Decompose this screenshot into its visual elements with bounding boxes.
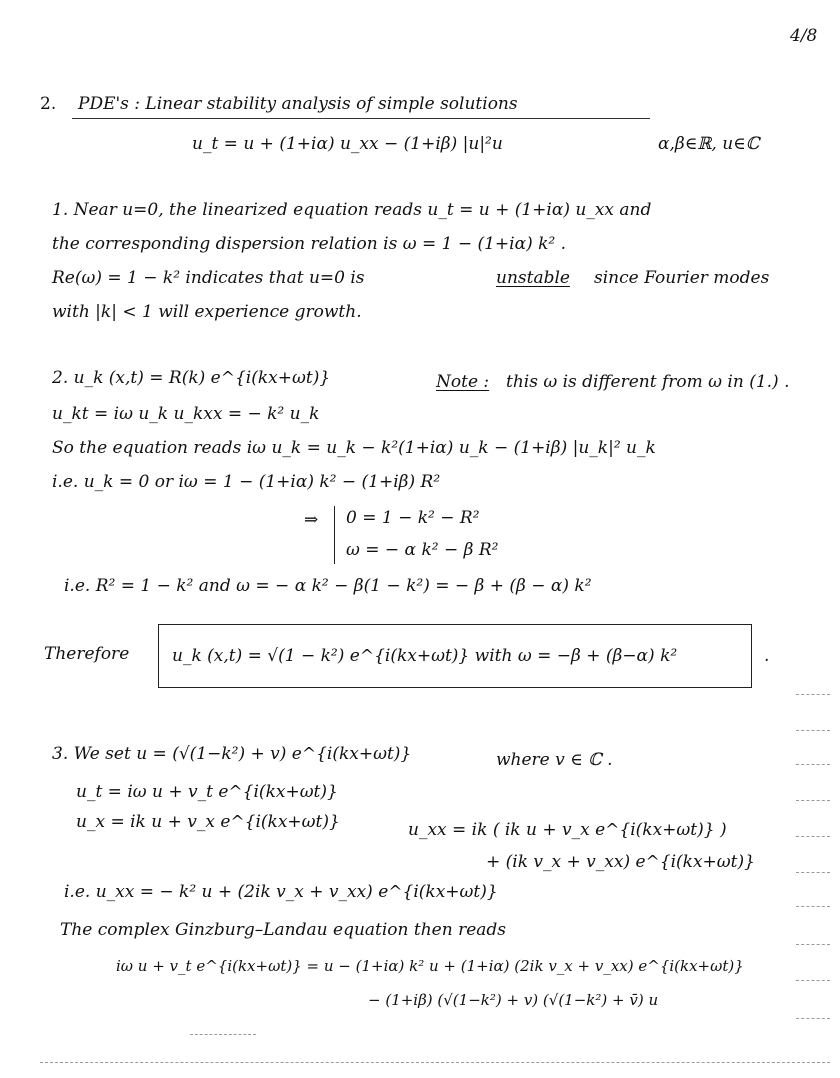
part3-uxx: u_xx = ik ( ik u + v_x e^{i(kx+ωt)} ) [408, 820, 727, 840]
part3-where: where v ∈ ℂ . [496, 750, 613, 770]
part1-line3-start: Re(ω) = 1 − k² indicates that u=0 is [52, 268, 365, 288]
margin-rule [796, 800, 830, 801]
part3-line3: u_x = ik u + v_x e^{i(kx+ωt)} [76, 812, 340, 832]
part2-line2: u_kt = iω u_k u_kxx = − k² u_k [52, 404, 320, 424]
part3-line6: The complex Ginzburg–Landau equation then reads [60, 920, 507, 940]
part2-line1: 2. u_k (x,t) = R(k) e^{i(kx+ωt)} [52, 368, 331, 388]
section-number: 2. [40, 94, 57, 114]
implies-arrow: ⇒ [304, 510, 319, 530]
part3-line7: iω u + v_t e^{i(kx+ωt)} = u − (1+iα) k² u + (1+iα) (2ik v_x + v_xx) e^{i(kx+ωt)} [116, 957, 744, 975]
part1-line4: with |k| < 1 will experience growth. [52, 302, 362, 322]
margin-rule [796, 872, 830, 873]
margin-rule [796, 944, 830, 945]
title-underline [72, 118, 650, 119]
margin-rule [796, 1018, 830, 1019]
part3-line5: i.e. u_xx = − k² u + (2ik v_x + v_xx) e^{i(kx+ωt)} [64, 882, 498, 902]
section-title: PDE's : Linear stability analysis of simple solutions [78, 94, 518, 114]
page-number: 4/8 [790, 26, 818, 46]
boxed-period: . [764, 646, 770, 666]
part3-uxx-cont: + (ik v_x + v_xx) e^{i(kx+ωt)} [486, 852, 755, 872]
note-text: this ω is different from ω in (1.) . [506, 372, 790, 392]
boxed-result: u_k (x,t) = √(1 − k²) e^{i(kx+ωt)} with ω = −β + (β−α) k² [172, 646, 678, 666]
bottom-rule [190, 1034, 256, 1035]
part1-line1: 1. Near u=0, the linearized equation reads u_t = u + (1+iα) u_xx and [52, 200, 652, 220]
margin-rule [796, 980, 830, 981]
margin-rule [796, 694, 830, 695]
margin-rule [796, 764, 830, 765]
system-brace [334, 506, 335, 564]
margin-rule [796, 730, 830, 731]
part1-unstable-word: unstable [496, 268, 570, 288]
bottom-rule [40, 1062, 830, 1063]
part3-line1: 3. We set u = (√(1−k²) + v) e^{i(kx+ωt)} [52, 744, 412, 764]
system-eq1: 0 = 1 − k² − R² [346, 508, 480, 528]
part2-line4: i.e. u_k = 0 or iω = 1 − (1+iα) k² − (1+iβ) R² [52, 472, 441, 492]
part1-line2: the corresponding dispersion relation is ω = 1 − (1+iα) k² . [52, 234, 567, 254]
part3-line2: u_t = iω u + v_t e^{i(kx+ωt)} [76, 782, 338, 802]
part3-line8: − (1+iβ) (√(1−k²) + v) (√(1−k²) + v̄) u [368, 991, 659, 1009]
part2-line5: i.e. R² = 1 − k² and ω = − α k² − β(1 − k²) = − β + (β − α) k² [64, 576, 592, 596]
cgl-equation: u_t = u + (1+iα) u_xx − (1+iβ) |u|²u [192, 134, 503, 154]
part1-line3-end: since Fourier modes [594, 268, 770, 288]
margin-rule [796, 836, 830, 837]
note-label: Note : [436, 372, 490, 392]
cgl-parameters: α,β∈ℝ, u∈ℂ [658, 134, 760, 154]
system-eq2: ω = − α k² − β R² [346, 540, 499, 560]
part2-line3: So the equation reads iω u_k = u_k − k²(1+iα) u_k − (1+iβ) |u_k|² u_k [52, 438, 656, 458]
therefore-label: Therefore [44, 644, 130, 664]
margin-rule [796, 906, 830, 907]
